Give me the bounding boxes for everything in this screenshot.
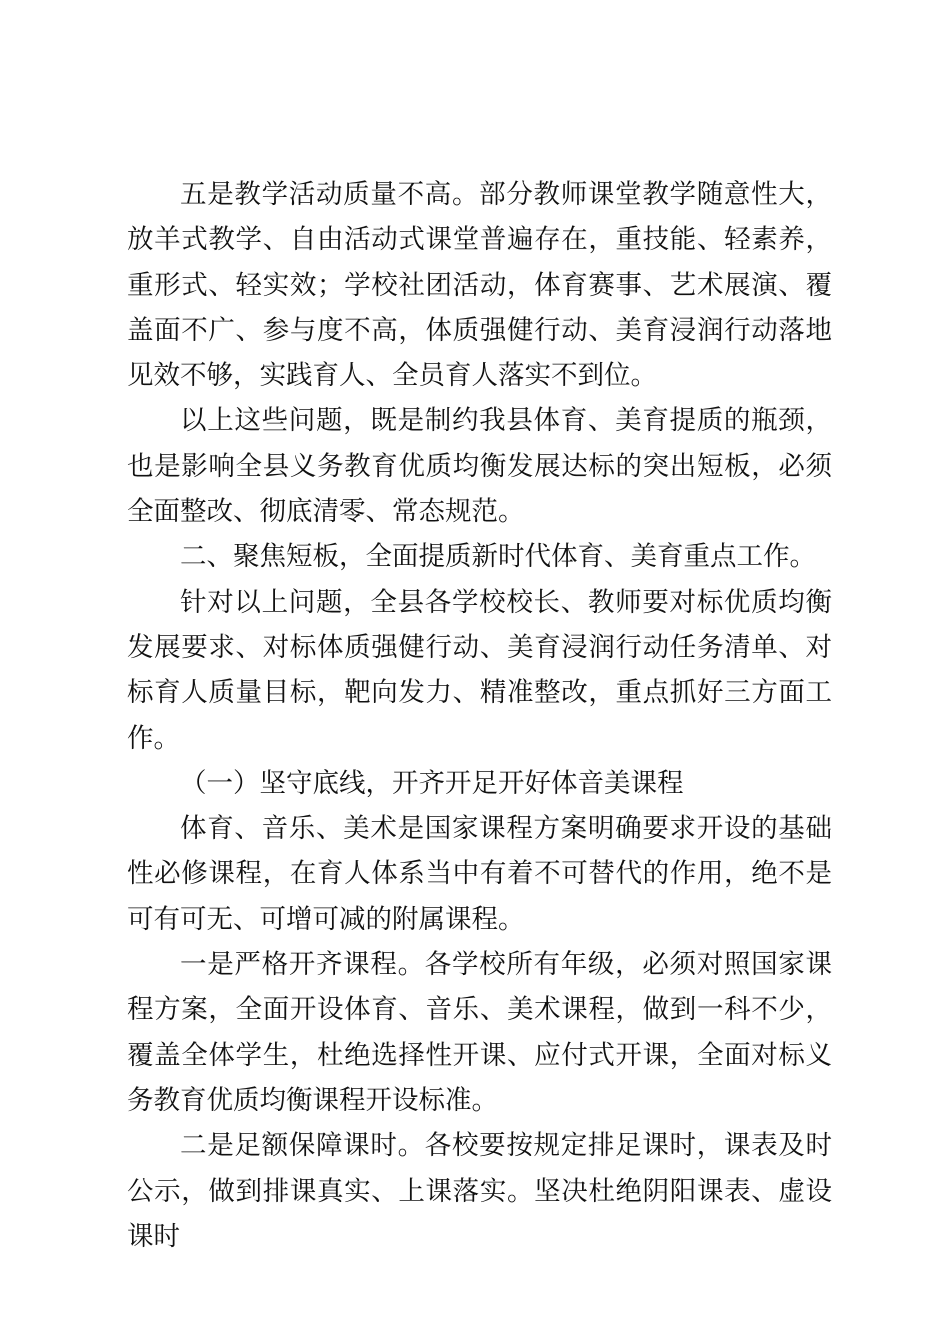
paragraph-open-courses: 一是严格开齐课程。各学校所有年级，必须对照国家课程方案，全面开设体育、音乐、美术课程，做到一科不少，覆盖全体学生，杜绝选择性开课、应付式开课，全面对标义务教育优质均衡课程开设标准。 — [127, 949, 832, 1116]
subsection-heading-one: （一）坚守底线，开齐开足开好体音美课程 — [180, 767, 684, 799]
paragraph-problem-summary: 以上这些问题，既是制约我县体育、美育提质的瓶颈，也是影响全县义务教育优质均衡发展达标的突出短板，必须全面整改、彻底清零、常态规范。 — [127, 405, 832, 528]
paragraph-teaching-quality: 五是教学活动质量不高。部分教师课堂教学随意性大，放羊式教学、自由活动式课堂普遍存在，重技能、轻素养，重形式、轻实效；学校社团活动，体育赛事、艺术展演、覆盖面不广、参与度不高，体质强健行动、美育浸润行动落地见效不够，实践育人、全员育人落实不到位。 — [127, 179, 832, 392]
document-body — [127, 172, 832, 1259]
paragraph-course-importance: 体育、音乐、美术是国家课程方案明确要求开设的基础性必修课程，在育人体系当中有着不可替代的作用，绝不是可有可无、可增可减的附属课程。 — [127, 813, 832, 935]
paragraph-work-focus: 针对以上问题，全县各学校校长、教师要对标优质均衡发展要求、对标体质强健行动、美育浸润行动任务清单、对标育人质量目标，靶向发力、精准整改，重点抓好三方面工作。 — [127, 586, 832, 754]
section-heading-two: 二、聚焦短板，全面提质新时代体育、美育重点工作。 — [180, 541, 816, 573]
paragraph-class-hours: 二是足额保障课时。各校要按规定排足课时，课表及时公示，做到排课真实、上课落实。坚决杜绝阴阳课表、虚设课时 — [127, 1130, 832, 1252]
